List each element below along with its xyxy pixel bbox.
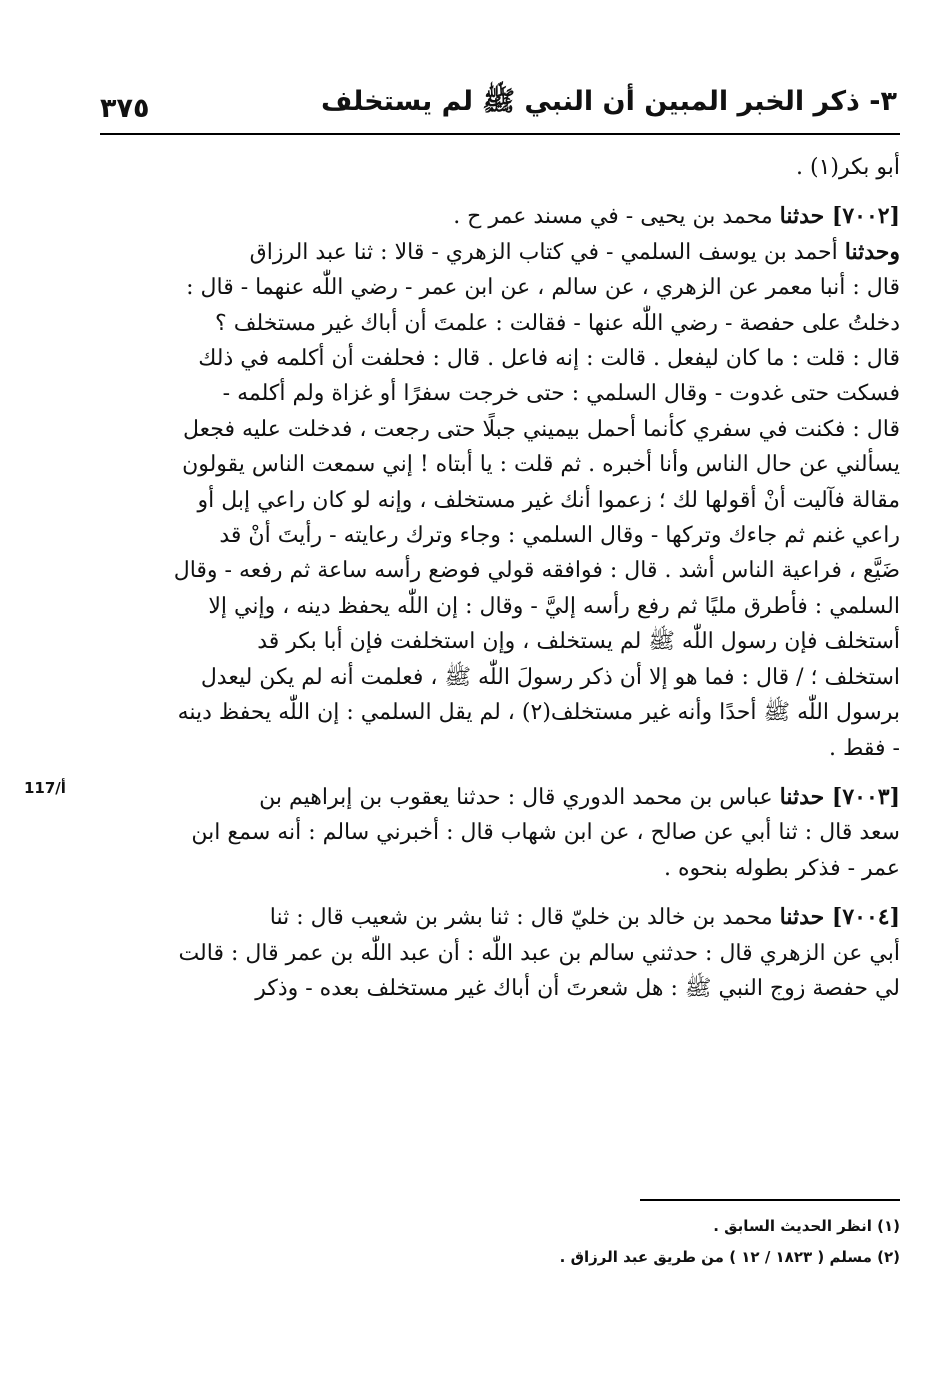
- text-line: [100, 376, 900, 411]
- line-text: استخلف ؛ / قال : فما هو إلا أن ذكر رسولَ اللّٰه ﷺ ، فعلمت أنه لم يكن ليعدل: [200, 664, 900, 690]
- line-text: يسألني عن حال الناس وأنا أخبره . ثم قلت : يا أبتاه ! إني سمعت الناس يقولون: [182, 452, 900, 478]
- line-text: السلمي : فأطرق مليًا ثم رفع رأسه إليَّ - وقال : إن اللّٰه يحفظ دينه ، وإني إلا: [208, 593, 900, 619]
- text-line: [100, 780, 900, 815]
- main-text: [100, 150, 900, 1006]
- text-line: [100, 341, 900, 376]
- text-line: [100, 412, 900, 447]
- running-header: [100, 78, 897, 124]
- hadith-number: [٧٠٠٣] حدثنا: [779, 783, 900, 810]
- text-line: [100, 624, 900, 659]
- text-line: [100, 731, 900, 766]
- text-line: [100, 589, 900, 624]
- line-text: برسول اللّٰه ﷺ أحدًا وأنه غير مستخلف(٢) ، لم يقل السلمي : إن اللّٰه يحفظ دينه: [177, 700, 900, 726]
- page-number: ٣٧٥: [100, 93, 150, 124]
- line-text: راعي غنم ثم جاءك وتركها - وقال السلمي : وجاء وترك رعايته - رأيتَ أنْ قد: [219, 523, 900, 549]
- text-line: [100, 235, 900, 270]
- line-text: أحمد بن يوسف السلمي - في كتاب الزهري - قالا : ثنا عبد الرزاق: [249, 239, 845, 265]
- margin-folio-note: 117/أ: [24, 779, 66, 797]
- line-text: ضَيَّع ، فراعية الناس أشد . قال : فوافقه قولي فوضع رأسه ساعة ثم رفعه - وقال: [173, 558, 900, 584]
- text-line: [100, 447, 900, 482]
- text-line: [100, 483, 900, 518]
- line-text: - فقط .: [829, 735, 900, 761]
- line-text: أبي عن الزهري قال : حدثني سالم بن عبد اللّٰه : أن عبد اللّٰه بن عمر قال : قالت: [178, 940, 900, 966]
- footnotes: [300, 1211, 900, 1273]
- line-text: مقالة فآليت أنْ أقولها لك ؛ زعموا أنك غير مستخلف ، وإنه لو كان راعي إبل أو: [197, 487, 900, 513]
- line-text: أستخلف فإن رسول اللّٰه ﷺ لم يستخلف ، وإن استخلفت فإن أبا بكر قد: [257, 629, 900, 655]
- line-text: دخلتُ على حفصة - رضي اللّٰه عنها - فقالت : علمتَ أن أباك غير مستخلف ؟: [215, 310, 900, 336]
- line-text: محمد بن يحيى - في مسند عمر ح .: [453, 204, 780, 230]
- footnote-divider: [640, 1199, 900, 1201]
- line-text: قال : أنبا معمر عن الزهري ، عن سالم ، عن ابن عمر - رضي اللّٰه عنهما - قال :: [186, 275, 900, 301]
- text-line: [100, 150, 900, 185]
- header-divider: [100, 133, 900, 135]
- chapter-title: ٣- ذكر الخبر المبين أن النبي ﷺ لم يستخلف: [321, 86, 897, 117]
- hadith-number: [٧٠٠٢] حدثنا: [779, 203, 900, 230]
- text-line: [100, 270, 900, 305]
- line-text: عمر - فذكر بطوله بنحوه .: [664, 855, 900, 881]
- text-line: [100, 815, 900, 850]
- text-line: [100, 936, 900, 971]
- line-text: قال : قلت : ما كان ليفعل . قالت : إنه فاعل . قال : فحلفت أن أكلمه في ذلك: [198, 346, 900, 372]
- text-line: [100, 553, 900, 588]
- line-text: لي حفصة زوج النبي ﷺ : هل شعرتَ أن أباك غير مستخلف بعده - وذكر: [255, 975, 900, 1001]
- text-line: [100, 306, 900, 341]
- line-text: عباس بن محمد الدوري قال : حدثنا يعقوب بن إبراهيم بن: [259, 784, 780, 810]
- text-line: [100, 900, 900, 935]
- hadith-number: [٧٠٠٤] حدثنا: [779, 904, 900, 931]
- footnote: (١) انظر الحديث السابق .: [713, 1217, 900, 1235]
- text-line: [100, 199, 900, 234]
- line-text: أبو بكر(١) .: [796, 155, 900, 180]
- line-text: فسكت حتى غدوت - وقال السلمي : حتى خرجت سفرًا أو غزاة ولم أكلمه -: [222, 381, 900, 407]
- hadith-number: وحدثنا: [844, 238, 900, 265]
- footnote: (٢) مسلم ( ١٨٢٣ / ١٢ ) من طريق عبد الرزاق .: [559, 1248, 900, 1266]
- text-line: [100, 660, 900, 695]
- line-text: سعد قال : ثنا أبي عن صالح ، عن ابن شهاب قال : أخبرني سالم : أنه سمع ابن: [191, 820, 900, 846]
- text-line: [100, 518, 900, 553]
- line-text: محمد بن خالد بن خليّ قال : ثنا بشر بن شعيب قال : ثنا: [269, 905, 780, 931]
- text-line: [100, 971, 900, 1006]
- text-line: [100, 851, 900, 886]
- line-text: قال : فكنت في سفري كأنما أحمل بيميني جبلًا حتى رجعت ، فدخلت عليه فجعل: [183, 416, 900, 442]
- text-line: [100, 695, 900, 730]
